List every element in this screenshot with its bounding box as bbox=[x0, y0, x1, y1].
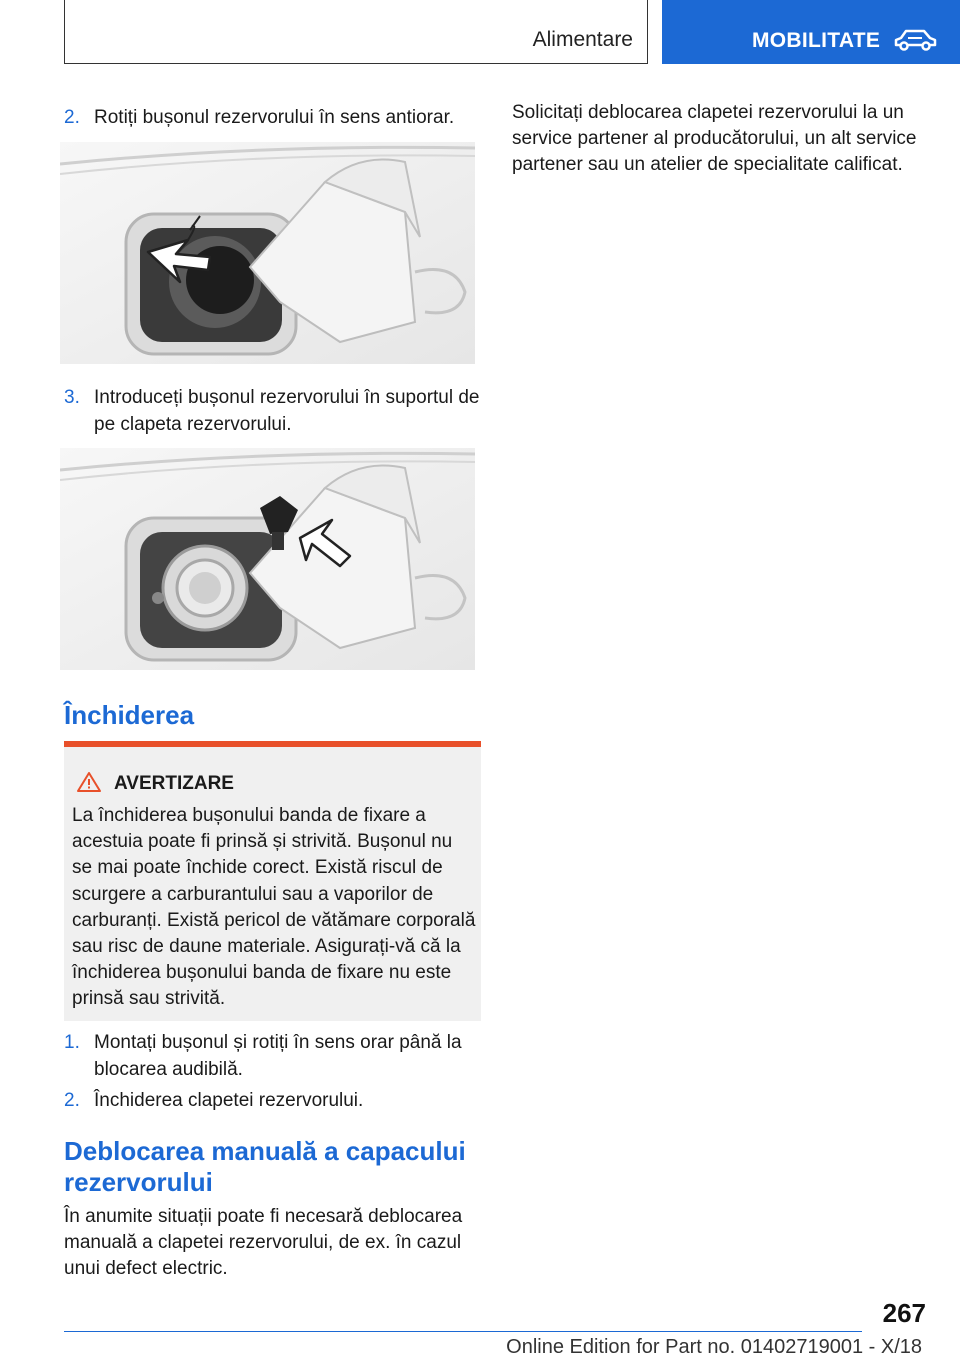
header-box bbox=[64, 0, 648, 64]
step-text: Montați bușonul și rotiți în sens orar până la blocarea audibilă. bbox=[94, 1032, 462, 1080]
step-text: Introduceți bușonul rezervorului în suportul de pe clapeta rezervorului. bbox=[94, 387, 480, 435]
step-text: Rotiți bușonul rezervorului în sens antiorar. bbox=[94, 107, 455, 128]
warning-triangle-icon bbox=[76, 771, 102, 793]
header-section-title: Alimentare bbox=[532, 28, 633, 51]
footer-edition: Online Edition for Part no. 01402719001 - X/18 bbox=[506, 1336, 922, 1358]
warning-text: La închiderea bușonului banda de fixare a acestuia poate fi prinsă și strivită. Bușonul nu se mai poate închide corect. Există riscul de scurgere a carburantului sau a vaporilor de carburanți. Există pericol de vătămare corporală sau risc de daune materiale. Asigurați-vă că la închiderea bușonului banda de fixare nu este prinsă sau strivită. bbox=[72, 805, 476, 1010]
figure-fuel-cap-holder bbox=[60, 448, 475, 670]
section-title-closing: Închiderea bbox=[64, 700, 195, 730]
footer-divider bbox=[64, 1331, 862, 1332]
manual-release-text: În anumite situații poate fi necesară deblocarea manuală a clapetei rezervorului, de ex. în cazul unui defect electric. bbox=[64, 1206, 463, 1279]
header-tab-label: MOBILITATE bbox=[752, 29, 881, 52]
right-column-text: Solicitați deblocarea clapetei rezervorului la un service partener al producătorului, un alt service partener sau un atelier de specialitate calificat. bbox=[512, 102, 917, 175]
warning-label: AVERTIZARE bbox=[114, 773, 234, 794]
figure-fuel-cap-rotate bbox=[60, 142, 475, 364]
car-icon bbox=[892, 28, 938, 52]
step-number: 3. bbox=[64, 387, 80, 408]
right-column bbox=[512, 100, 922, 178]
step-text: Închiderea clapetei rezervorului. bbox=[94, 1090, 364, 1111]
step-number: 1. bbox=[64, 1032, 80, 1053]
step-number: 2. bbox=[64, 107, 80, 128]
header-tab-mobilitate[interactable] bbox=[662, 0, 960, 64]
section-title-manual-release: Deblocarea manuală a capacului rezervorului bbox=[64, 1136, 466, 1197]
warning-box bbox=[64, 741, 481, 1021]
step-number: 2. bbox=[64, 1090, 80, 1111]
page-number: 267 bbox=[882, 1298, 926, 1328]
